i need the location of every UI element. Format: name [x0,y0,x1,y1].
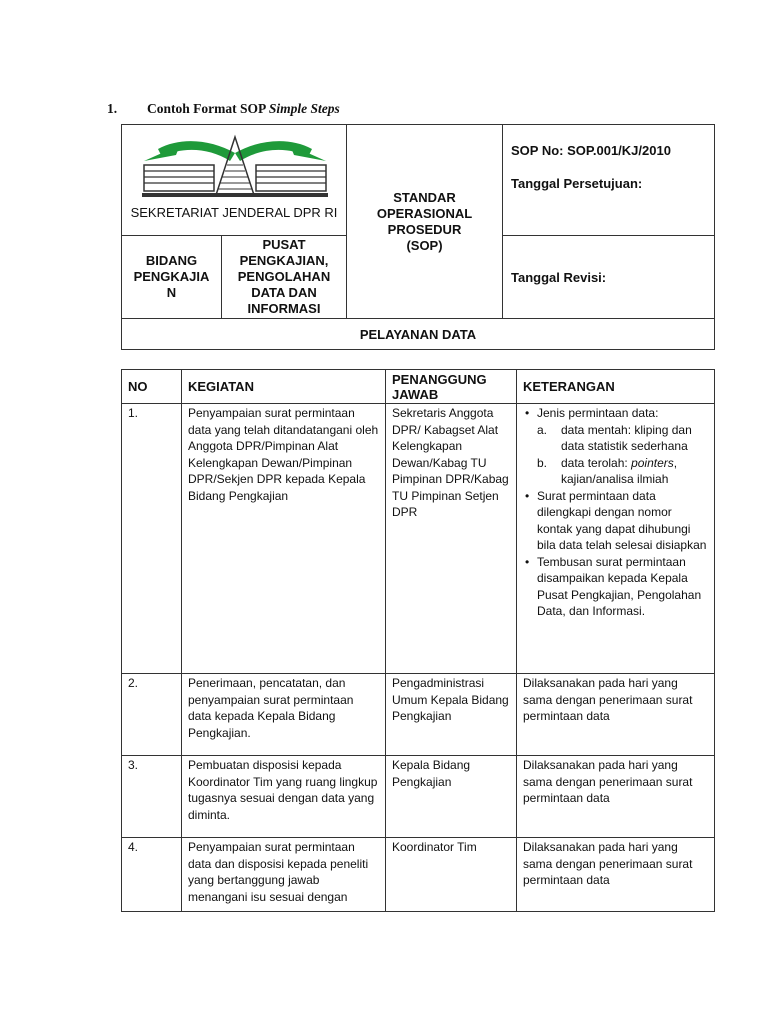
list-item: • Surat permintaan data dilengkapi dengan nomor kontak yang dapat dihubungi bila data telah selesai disiapkan [523,488,709,554]
row-pj: Pengadministrasi Umum Kepala Bidang Pengkajian [386,674,517,756]
pusat-line-3: PENGOLAHAN [237,269,331,284]
pusat-line-4: DATA DAN [251,285,317,300]
row-pj: Koordinator Tim [386,838,517,912]
pusat-line-1: PUSAT [262,237,306,252]
bidang-line-1: BIDANG [145,253,198,268]
row-keterangan: Dilaksanakan pada hari yang sama dengan penerimaan surat permintaan data [517,838,715,912]
row-no: 1. [122,404,182,674]
row-keterangan [517,404,715,674]
row-no: 4. [122,838,182,912]
table-row [122,674,715,756]
row-no: 2. [122,674,182,756]
table-row [122,404,715,674]
row-keterangan: Dilaksanakan pada hari yang sama dengan penerimaan surat permintaan data [517,674,715,756]
pusat-line-2: PENGKAJIAN, [239,253,329,268]
sub-label: a. [537,422,548,437]
row-kegiatan: Penerimaan, pencatatan, dan penyampaian surat permintaan data kepada Kepala Bidang Pengkajian. [182,674,386,756]
list-item [537,422,709,455]
logo-cell [122,125,347,236]
org-name: SEKRETARIAT JENDERAL DPR RI [130,205,338,220]
heading-text: Contoh Format SOP [147,101,269,116]
sop-title-line-4: (SOP) [406,237,443,253]
heading-italic: Simple Steps [268,101,340,116]
table-row [122,838,715,912]
bidang-line-2: PENGKAJIA [133,269,210,284]
col-header-keterangan: KETERANGAN [517,370,715,404]
approval-date-label: Tanggal Persetujuan: [511,176,643,191]
row-keterangan: Dilaksanakan pada hari yang sama dengan penerimaan surat permintaan data [517,756,715,838]
list-item: • Tembusan surat permintaan disampaikan kepada Kepala Pusat Pengkajian, Pengolahan Data, dan Informasi. [523,554,709,620]
bullet-text: Jenis permintaan data: [537,406,659,420]
pusat-line-5: INFORMASI [247,301,321,316]
row-no: 3. [122,756,182,838]
row-kegiatan: Pembuatan disposisi kepada Koordinator Tim yang ruang lingkup tugasnya sesuai dengan data yang diminta. [182,756,386,838]
sop-title-line-3: PROSEDUR [387,221,462,237]
list-item [523,405,709,488]
sop-title-cell [347,125,503,319]
col-header-no: NO [122,370,182,404]
sub-text-italic: pointers [631,455,674,470]
sop-header-table [121,124,715,350]
list-item [537,455,709,488]
row-kegiatan: Penyampaian surat permintaan data dan disposisi kepada peneliti yang bertanggung jawab menangani isu sesuai dengan [182,838,386,912]
sop-title-line-1: STANDAR [393,189,456,205]
sop-steps-table [121,369,715,912]
revision-date-label: Tanggal Revisi: [503,236,715,319]
sub-label: b. [537,455,548,470]
col-header-pj: PENANGGUNG JAWAB [386,370,517,404]
sub-list [537,422,709,488]
sub-text: data mentah: kliping dan data statistik sederhana [561,422,692,453]
col-header-kegiatan: KEGIATAN [182,370,386,404]
dpr-building-logo-icon [140,131,330,203]
table-row [122,756,715,838]
sop-title-line-2: OPERASIONAL [376,205,473,221]
service-name: PELAYANAN DATA [122,319,715,350]
table-header-row [122,370,715,404]
row-pj: Kepala Bidang Pengkajian [386,756,517,838]
pusat-cell [222,236,347,319]
bidang-cell [122,236,222,319]
row-pj: Sekretaris Anggota DPR/ Kabagset Alat Kelengkapan Dewan/Kabag TU Pimpinan DPR/Kabag TU Pimpinan Setjen DPR [386,404,517,674]
bidang-line-3: N [166,285,177,300]
keterangan-list [523,405,709,620]
sop-number: SOP No: SOP.001/KJ/2010 [511,143,671,158]
sub-text: data terolah: [561,455,632,470]
heading-number: 1. [107,101,118,116]
row-kegiatan: Penyampaian surat permintaan data yang telah ditandatangani oleh Anggota DPR/Pimpinan Alat Kelengkapan Dewan/Pimpinan DPR/Sekjen DPR kepada Kepala Bidang Pengkajian [182,404,386,674]
section-heading [107,101,340,117]
sub-text-post: , kajian/analisa ilmiah [561,455,678,486]
sop-number-cell [503,125,715,236]
